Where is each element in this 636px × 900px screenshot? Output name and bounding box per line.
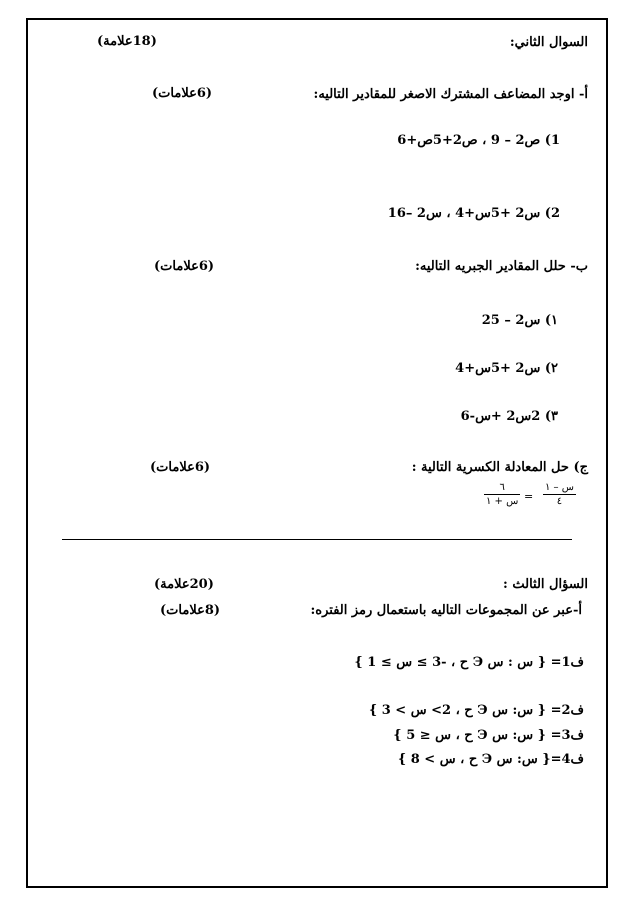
section-divider [62,539,572,540]
q3-marks: (20علامة) [154,577,214,592]
q2-b-label: ب- حلل المقادير الجبريه التاليه: [415,259,588,274]
equals-sign: = [524,490,534,503]
q2-b-marks: (6علامات) [154,259,215,274]
fraction-left [484,482,520,507]
q2-a-marks: (6علامات) [152,86,213,101]
q3-a-marks: (8علامات) [160,603,221,618]
q2-a-item2: 2) س2 +5س+4 ، س2 –16 [387,206,560,221]
fraction-left-numerator: ٦ [499,482,505,493]
q2-b-item3: ٣) 2س2 +س-6 [460,409,558,424]
fraction-right-denominator: ٤ [556,496,563,507]
q2-c-marks: (6علامات) [150,460,211,475]
fraction-left-bar [484,494,520,495]
q3-title: السؤال الثالث : [503,577,588,592]
q2-b-item1: ١) س2 – 25 [481,313,558,328]
q2-title: السوال الثاني: [509,35,588,50]
q3-set4: ف4={ س: س Э ح ، س > 8 } [397,752,584,767]
fraction-right-numerator: س – ١ [545,482,574,493]
q2-b-item2: ٢) س2 +5س+4 [455,361,558,376]
fraction-right [543,482,576,507]
fraction-left-denominator: س + ١ [486,496,519,507]
q3-set2: ف2= { س: س Э ح ، 2> س > 3 } [368,703,584,718]
q2-c-label: ج) حل المعادلة الكسرية التالية : [411,460,588,475]
q3-a-label: أ-عبر عن المجموعات التاليه باستعمال رمز الفتره: [310,603,582,618]
q3-set3: ف3= { س: س Э ح ، س ≤ 5 } [393,728,584,743]
q2-marks: (18علامة) [97,34,157,49]
fraction-right-bar [543,494,576,495]
q2-a-item1: 1) ص2 – 9 ، ص2+5ص+6 [397,133,560,148]
q3-set1: ف1= { س : س Э ح ، -3 ≥ س ≥ 1 } [354,655,584,670]
q2-a-label: أ- اوجد المضاعف المشترك الاصغر للمقادير التاليه: [313,87,588,102]
